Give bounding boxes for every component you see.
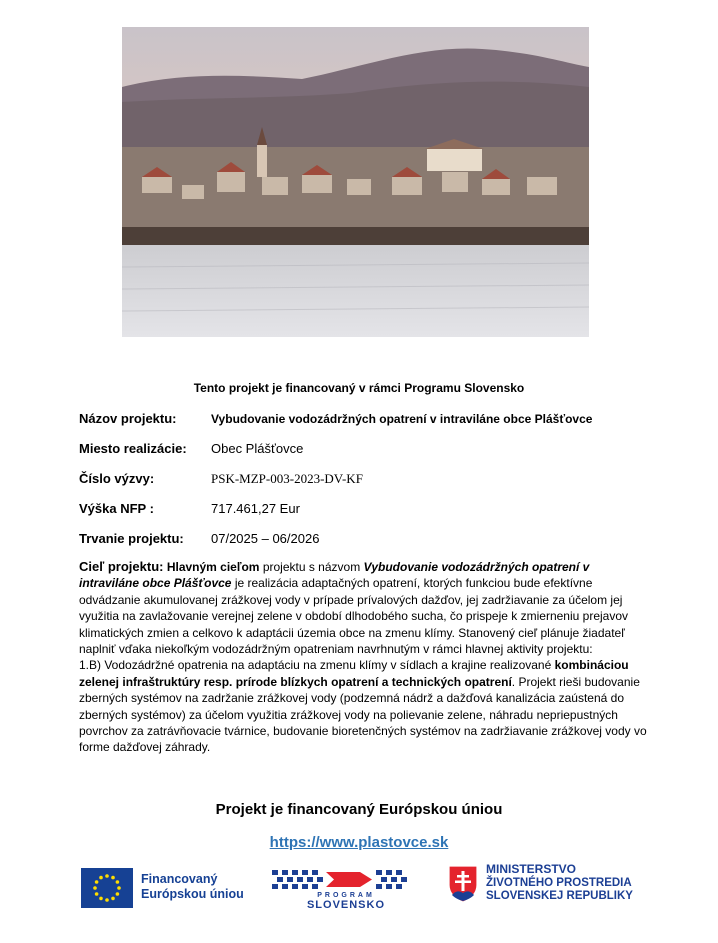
place-label: Miesto realizácie: xyxy=(79,441,187,456)
website-link[interactable]: https://www.plastovce.sk xyxy=(269,834,449,851)
program-arrow-icon xyxy=(268,868,424,892)
eu-logo-text xyxy=(141,872,244,902)
goal-activity-bold: kombináciou zelenej infraštruktúry resp. prírode blízkych opatrení a technických opatrení xyxy=(79,658,629,689)
project-name-value: Vybudovanie vodozádržných opatrení v intraviláne obce Plášťovce xyxy=(211,412,593,426)
nfp-row xyxy=(79,501,679,521)
slovak-coat-of-arms-icon xyxy=(448,865,478,903)
program-word: PROGRAM xyxy=(317,892,375,899)
call-label: Číslo výzvy: xyxy=(79,471,155,486)
program-funding-line: Tento projekt je financovaný v rámci Programu Slovensko xyxy=(193,381,525,395)
goal-activity: 1.B) Vodozádržné opatrenia na adaptáciu na zmenu klímy v sídlach a krajine realizované xyxy=(79,658,555,673)
village-landscape-photo xyxy=(122,27,589,337)
eu-flag-icon xyxy=(81,868,133,908)
goal-paragraph xyxy=(79,559,649,657)
project-name-label: Názov projektu: xyxy=(79,411,177,426)
call-value: PSK-MZP-003-2023-DV-KF xyxy=(211,471,363,486)
duration-label: Trvanie projektu: xyxy=(79,531,184,546)
duration-value: 07/2025 – 06/2026 xyxy=(211,531,320,546)
project-name-row xyxy=(79,411,679,431)
goal-text-2: je realizácia adaptačných opatrení, ktorých funkciou bude efektívne odvádzanie akumulovanej zrážkovej vody v prípade prívalových dažďov, jej zadržiavanie za účelom jej využitia na zavlažovanie verejnej zelene v období dlhodobého sucha, čo prispeje k zmierneniu prejavov klimatických zmien a celkovo k adaptácii územia obce na zmenu klímy. Stanovený cieľ plánuje žiadateľ naplniť vďaka niekoľkým vodozádržným opatreniam navrhnutým v rámci hlavnej aktivity projektu: xyxy=(79,576,628,657)
eu-logo-line2: Európskou úniou xyxy=(141,887,244,901)
ministry-line1: MINISTERSTVO xyxy=(486,862,577,876)
nfp-value: 717.461,27 Eur xyxy=(211,501,300,516)
goal-project-name: Vybudovanie vodozádržných opatrení v intraviláne obce Plášťovce xyxy=(79,560,590,591)
ministry-text xyxy=(486,863,633,904)
goal-heading: Cieľ projektu: xyxy=(79,559,164,574)
place-row xyxy=(79,441,679,461)
slovensko-word: SLOVENSKO xyxy=(306,899,386,911)
project-goal xyxy=(79,559,649,756)
call-row xyxy=(79,471,679,491)
duration-row xyxy=(79,531,679,551)
goal-text-3: . Projekt rieši budovanie zberných systémov na zadržanie zrážkovej vody (podzemná nádrž a dažďová kanalizácia zaústená do zberných systémov) za účelom využitia zrážkovej vody na polievanie zelene, náhradu nepriepustných povrchov za zatrávňovacie tvárnice, budovanie bioretenčných systémov na zadržiavanie zrážkovej vody vo forme dažďovej záhrady. xyxy=(79,674,647,755)
eu-funded-heading: Projekt je financovaný Európskou úniou xyxy=(215,801,503,818)
ministry-line2: ŽIVOTNÉHO PROSTREDIA xyxy=(486,876,632,889)
nfp-label: Výška NFP : xyxy=(79,501,154,516)
program-slovensko-logo xyxy=(268,868,424,912)
goal-lead: Hlavným cieľom xyxy=(166,560,260,574)
goal-activity-paragraph xyxy=(79,657,649,755)
ministry-logo xyxy=(448,863,648,909)
eu-logo-line1: Financovaný xyxy=(141,872,218,886)
eu-logo xyxy=(81,868,251,910)
place-value: Obec Plášťovce xyxy=(211,441,304,456)
ministry-line3: SLOVENSKEJ REPUBLIKY xyxy=(486,890,633,902)
goal-text-1: projektu s názvom xyxy=(259,560,364,574)
